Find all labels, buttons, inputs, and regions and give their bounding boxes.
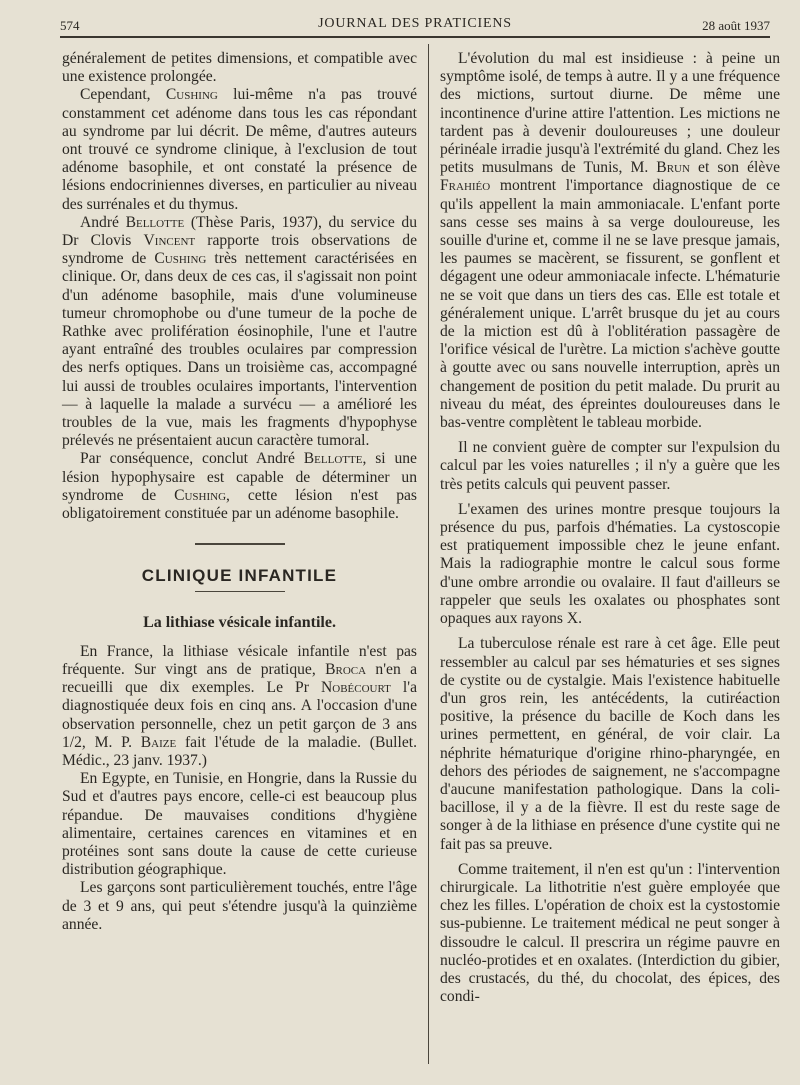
section-separator [195, 543, 285, 545]
paragraph: En Egypte, en Tunisie, en Hongrie, dans la Russie du Sud et d'autres pays encore, celle-ci est beaucoup plus répandue. De mauvaises conditions d'hygiène alimentaire, certaines carences en vitamines et en protéines sont sans doute la cause de cette curieuse distribution géographique. [62, 770, 417, 879]
section-underline [195, 591, 285, 592]
issue-date: 28 août 1937 [702, 18, 770, 33]
paragraph: En France, la lithiase vésicale infantile n'est pas fréquente. Sur vingt ans de pratique, Broca n'en a recueilli que dix exemples. Le Pr Nobécourt l'a diagnostiquée deux fois en cinq ans. A l'occasion d'une observation personnelle, chez un petit garçon de 3 ans 1/2, M. P. Baize fait l'étude de la maladie. (Bullet. Médic., 23 janv. 1937.) [62, 642, 418, 769]
paragraph: André Bellotte (Thèse Paris, 1937), du service du Dr Clovis Vincent rapporte trois observations de syndrome de Cushing très nettement caractérisées en clinique. Or, dans deux de ces cas, il s'agissait non point d'un adénome basophile, mais d'une volumineuse tumeur chromophobe ou d'une tumeur de la poche de Rathke avec prolifération éosinophile, l'une et l'autre ayant entraîné des troubles oculaires par compression des nerfs optiques. Dans un troisième cas, accompagné lui aussi de troubles oculaires importants, l'intervention — à laquelle la malade a survécu — a amélioré les troubles de la vue, mais les fragments d'hypophyse prélevés ne présentaient aucun caractère tumoral. [62, 213, 417, 450]
section-title: CLINIQUE INFANTILE [141, 566, 338, 586]
paragraph: Il ne convient guère de compter sur l'expulsion du calcul par les voies naturelles ; il n'y a guère que les très petits calculs qui peuvent passer. [440, 439, 780, 493]
article-title: La lithiase vésicale infantile. [143, 614, 336, 632]
page-number: 574 [60, 18, 80, 33]
left-column [62, 50, 417, 934]
paragraph: Les garçons sont particulièrement touchés, entre l'âge de 3 et 9 ans, qui peut s'étendre jusqu'à la quinzième année. [62, 879, 417, 933]
paragraph: Cependant, Cushing lui-même n'a pas trouvé constamment cet adénome dans tous les cas répondant au syndrome par lui décrit. De même, d'autres auteurs ont trouvé ce syndrome clinique, à l'exclusion de tout adénome basophile, et ont constaté la présence de lésions endocriniennes diverses, en particulier au niveau des surrénales et du thymus. [62, 86, 417, 213]
page-header [60, 14, 770, 36]
header-rule [60, 36, 770, 38]
paragraph: La tuberculose rénale est rare à cet âge. Elle peut ressembler au calcul par ses hématuries et ses signes de cystite ou de cystalgie. Mais l'existence habituelle d'un gros rein, les antécédents, la cutiréaction positive, la présence du bacille de Koch dans les urines permettent, en général, de voir clair. La néphrite hématurique d'origine rhino-pharyngée, en dehors des périodes de saignement, ne s'accompagne d'aucune manifestation pathologique. Dans la coli-bacillose, il y a de la fièvre. Il est du reste sage de songer à de la lithiase en présence d'une cystite qui ne fait pas sa preuve. [440, 635, 780, 853]
right-column [440, 50, 780, 1006]
column-divider [428, 44, 429, 1064]
paragraph: généralement de petites dimensions, et compatible avec une existence prolongée. [62, 50, 417, 86]
paragraph: L'évolution du mal est insidieuse : à peine un symptôme isolé, de temps à autre. Il y a une fréquence des mictions, surtout diurne. De même une incontinence d'urine attire l'attention. Les mictions ne tardent pas à devenir douloureuses ; une douleur périnéale irradie jusqu'à l'extrémité du gland. Chez les petits musulmans de Tunis, M. Brun et son élève Frahiéo montrent l'importance diagnostique de ce qu'ils appellent la main ammoniacale. L'enfant porte sans cesse ses mains à sa verge douloureuse, les souille d'urine et, comme il ne se lave presque jamais, les paumes se macèrent, se fissurent, se gonflent et dégagent une odeur ammoniacale infecte. L'hématurie ne se voit que dans un tiers des cas. Elle est totale et généralement unique. L'arrêt brusque du jet au cours de la miction est dû à l'oblitération passagère de l'orifice vésical de l'urètre. La miction s'achève goutte à goutte avec ou sans nouvelle interruption, après un changement de position du petit malade. Du prurit au niveau du méat, des épreintes douloureuses dans le bas-ventre complètent le tableau morbide. [440, 50, 780, 432]
paragraph: L'examen des urines montre presque toujours la présence du pus, parfois d'hématies. La cystoscopie est pratiquement impossible chez le jeune enfant. Mais la radiographie montre le calcul sous forme d'une ombre arrondie ou ovalaire. Il faut d'ailleurs se rappeler que seuls les oxalates ou phosphates sont opaques aux rayons X. [440, 500, 780, 628]
paragraph: Comme traitement, il n'en est qu'un : l'intervention chirurgicale. La lithotritie n'est guère employée que chez les filles. L'opération de choix est la cystostomie sus-pubienne. Le traitement médical ne peut songer à dissoudre le calcul. Il prescrira un régime pauvre en nucléo-protides et en oxalates. (Interdiction du gibier, des crustacés, du thé, du chocolat, des épices, des condi- [440, 860, 780, 1006]
paragraph: Par conséquence, conclut André Bellotte, si une lésion hypophysaire est capable de déterminer un syndrome de Cushing, cette lésion n'est pas obligatoirement constituée par un adénome basophile. [62, 450, 417, 523]
journal-title: JOURNAL DES PRATICIENS [318, 16, 512, 31]
